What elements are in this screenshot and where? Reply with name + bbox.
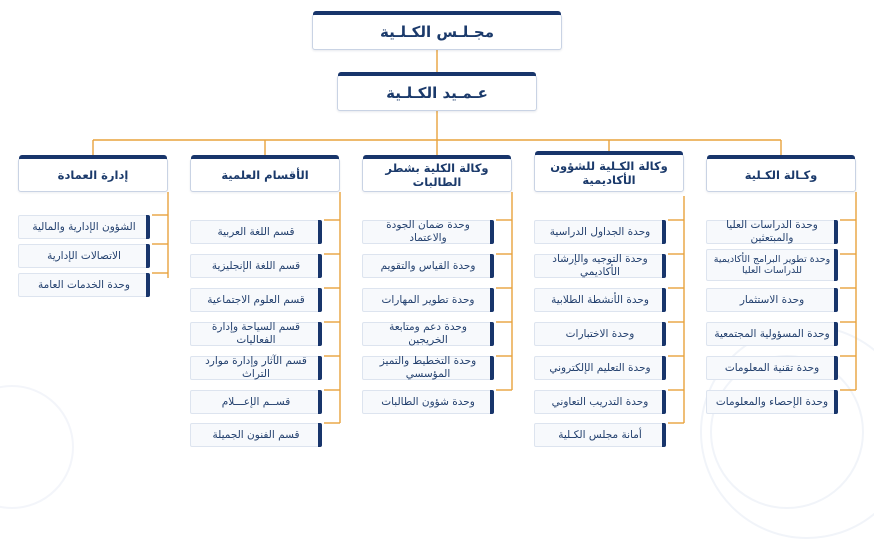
node-edge	[146, 215, 150, 239]
column-header[interactable]	[534, 154, 684, 192]
node-edge	[318, 423, 322, 447]
list-item-label: وحدة التخطيط والتميز المؤسسي	[379, 355, 477, 380]
list-item-label: وحدة الاختبارات	[565, 327, 635, 340]
list-item[interactable]	[18, 244, 150, 268]
list-item-label: وحدة تطوير المهارات	[381, 293, 475, 306]
list-item[interactable]	[18, 273, 150, 297]
column-header[interactable]	[362, 158, 512, 192]
column-header-label: إدارة العمادة	[57, 167, 129, 182]
node-edge	[490, 220, 494, 244]
list-item-label: وحدة تقنية المعلومات	[724, 361, 820, 374]
list-item-label: وحدة الجداول الدراسية	[549, 225, 651, 238]
list-item-label: قسم اللغة العربية	[217, 225, 295, 238]
list-item-label: وحدة الخدمات العامة	[38, 278, 130, 291]
column-female-section-vice-deanship	[362, 158, 512, 408]
node-edge	[662, 288, 666, 312]
column-academic-affairs-vice-deanship	[534, 154, 684, 441]
node-edge	[318, 322, 322, 346]
list-item[interactable]	[534, 322, 666, 346]
node-edge	[490, 390, 494, 414]
column-header-label: وكالة الكلية بشطر الطالبات	[385, 160, 489, 189]
list-item-label: وحدة الإحصاء والمعلومات	[715, 395, 829, 408]
node-college-council[interactable]	[312, 14, 562, 50]
list-item[interactable]	[534, 220, 666, 244]
node-edge	[662, 322, 666, 346]
list-item-label: أمانة مجلس الكـلية	[558, 428, 642, 441]
node-edge	[662, 390, 666, 414]
list-item[interactable]	[534, 423, 666, 447]
list-item[interactable]	[362, 322, 494, 346]
node-edge	[490, 356, 494, 380]
node-edge	[834, 249, 838, 281]
node-label: عـمـيد الكـلـية	[386, 84, 488, 102]
node-cap	[338, 72, 536, 76]
list-item[interactable]	[190, 356, 322, 380]
list-item-label: قسم الآثار وإدارة موارد التراث	[205, 355, 307, 380]
list-item[interactable]	[190, 288, 322, 312]
column-header-label: الأقسام العلمية	[221, 167, 309, 182]
list-item-label: وحدة الدراسات العليا والمبتعثين	[726, 219, 818, 244]
list-item[interactable]	[190, 322, 322, 346]
list-item-label: قسم السياحة وإدارة الفعاليات	[211, 321, 301, 346]
node-cap	[363, 155, 511, 159]
node-edge	[834, 288, 838, 312]
node-edge	[318, 254, 322, 278]
list-item-label: الاتصالات الإدارية	[47, 249, 121, 262]
list-item-label: وحدة التوجيه والإرشاد الأكاديمي	[552, 253, 648, 278]
node-edge	[834, 356, 838, 380]
list-item-label: الشؤون الإدارية والمالية	[32, 220, 136, 233]
node-edge	[146, 273, 150, 297]
node-edge	[318, 288, 322, 312]
node-edge	[146, 244, 150, 268]
column-header-label: وكـالة الكـلية	[744, 167, 818, 182]
list-item[interactable]	[706, 356, 838, 380]
node-cap	[19, 155, 167, 159]
column-header[interactable]	[190, 158, 340, 192]
node-college-dean[interactable]	[337, 75, 537, 111]
node-label: مجـلـس الكـلـية	[380, 23, 494, 41]
node-edge	[834, 390, 838, 414]
list-item-label: وحدة القياس والتقويم	[380, 259, 476, 272]
list-item-label: وحدة الأنشطة الطلابية	[551, 293, 649, 306]
list-item-label: قسم الفنون الجميلة	[212, 428, 300, 441]
list-item-label: وحدة تطوير البرامج الأكاديمية للدراسات العليا	[713, 253, 831, 276]
list-item[interactable]	[534, 254, 666, 278]
node-edge	[490, 254, 494, 278]
list-item[interactable]	[362, 220, 494, 244]
list-item-label: وحدة شؤون الطالبات	[381, 395, 475, 408]
list-item-label: وحدة المسؤولية المجتمعية	[714, 327, 830, 340]
list-item[interactable]	[362, 356, 494, 380]
list-item[interactable]	[706, 249, 838, 281]
column-deanship-administration	[18, 158, 168, 291]
list-item-label: وحدة الاستثمار	[739, 293, 805, 306]
node-cap	[535, 151, 683, 155]
column-header[interactable]	[18, 158, 168, 192]
list-item[interactable]	[534, 390, 666, 414]
node-edge	[318, 220, 322, 244]
node-edge	[490, 322, 494, 346]
list-item[interactable]	[534, 356, 666, 380]
node-cap	[313, 11, 561, 15]
node-edge	[662, 356, 666, 380]
list-item[interactable]	[706, 390, 838, 414]
node-edge	[834, 322, 838, 346]
node-cap	[707, 155, 855, 159]
list-item[interactable]	[190, 390, 322, 414]
node-edge	[662, 423, 666, 447]
column-academic-departments	[190, 158, 340, 441]
list-item-label: قســم الإعـــلام	[221, 395, 291, 408]
node-edge	[662, 220, 666, 244]
list-item[interactable]	[190, 254, 322, 278]
node-edge	[490, 288, 494, 312]
list-item-label: قسم العلوم الاجتماعية	[207, 293, 305, 306]
node-edge	[318, 390, 322, 414]
node-edge	[318, 356, 322, 380]
list-item[interactable]	[190, 220, 322, 244]
list-item[interactable]	[362, 288, 494, 312]
list-item[interactable]	[706, 322, 838, 346]
column-header[interactable]	[706, 158, 856, 192]
list-item[interactable]	[18, 215, 150, 239]
list-item[interactable]	[190, 423, 322, 447]
node-edge	[662, 254, 666, 278]
node-edge	[834, 220, 838, 244]
list-item[interactable]	[534, 288, 666, 312]
list-item[interactable]	[362, 390, 494, 414]
list-item-label: وحدة دعم ومتابعة الخريجين	[389, 321, 467, 346]
column-header-label: وكالة الكـلية للشؤون الأكاديمية	[550, 158, 668, 187]
node-cap	[191, 155, 339, 159]
list-item[interactable]	[706, 288, 838, 312]
list-item-label: وحدة التدريب التعاوني	[551, 395, 649, 408]
list-item-label: وحدة ضمان الجودة والاعتماد	[386, 219, 470, 244]
list-item-label: وحدة التعليم الإلكتروني	[549, 361, 651, 374]
column-college-vice-deanship	[706, 158, 856, 408]
list-item-label: قسم اللغة الإنجليزية	[211, 259, 301, 272]
list-item[interactable]	[706, 220, 838, 244]
list-item[interactable]	[362, 254, 494, 278]
